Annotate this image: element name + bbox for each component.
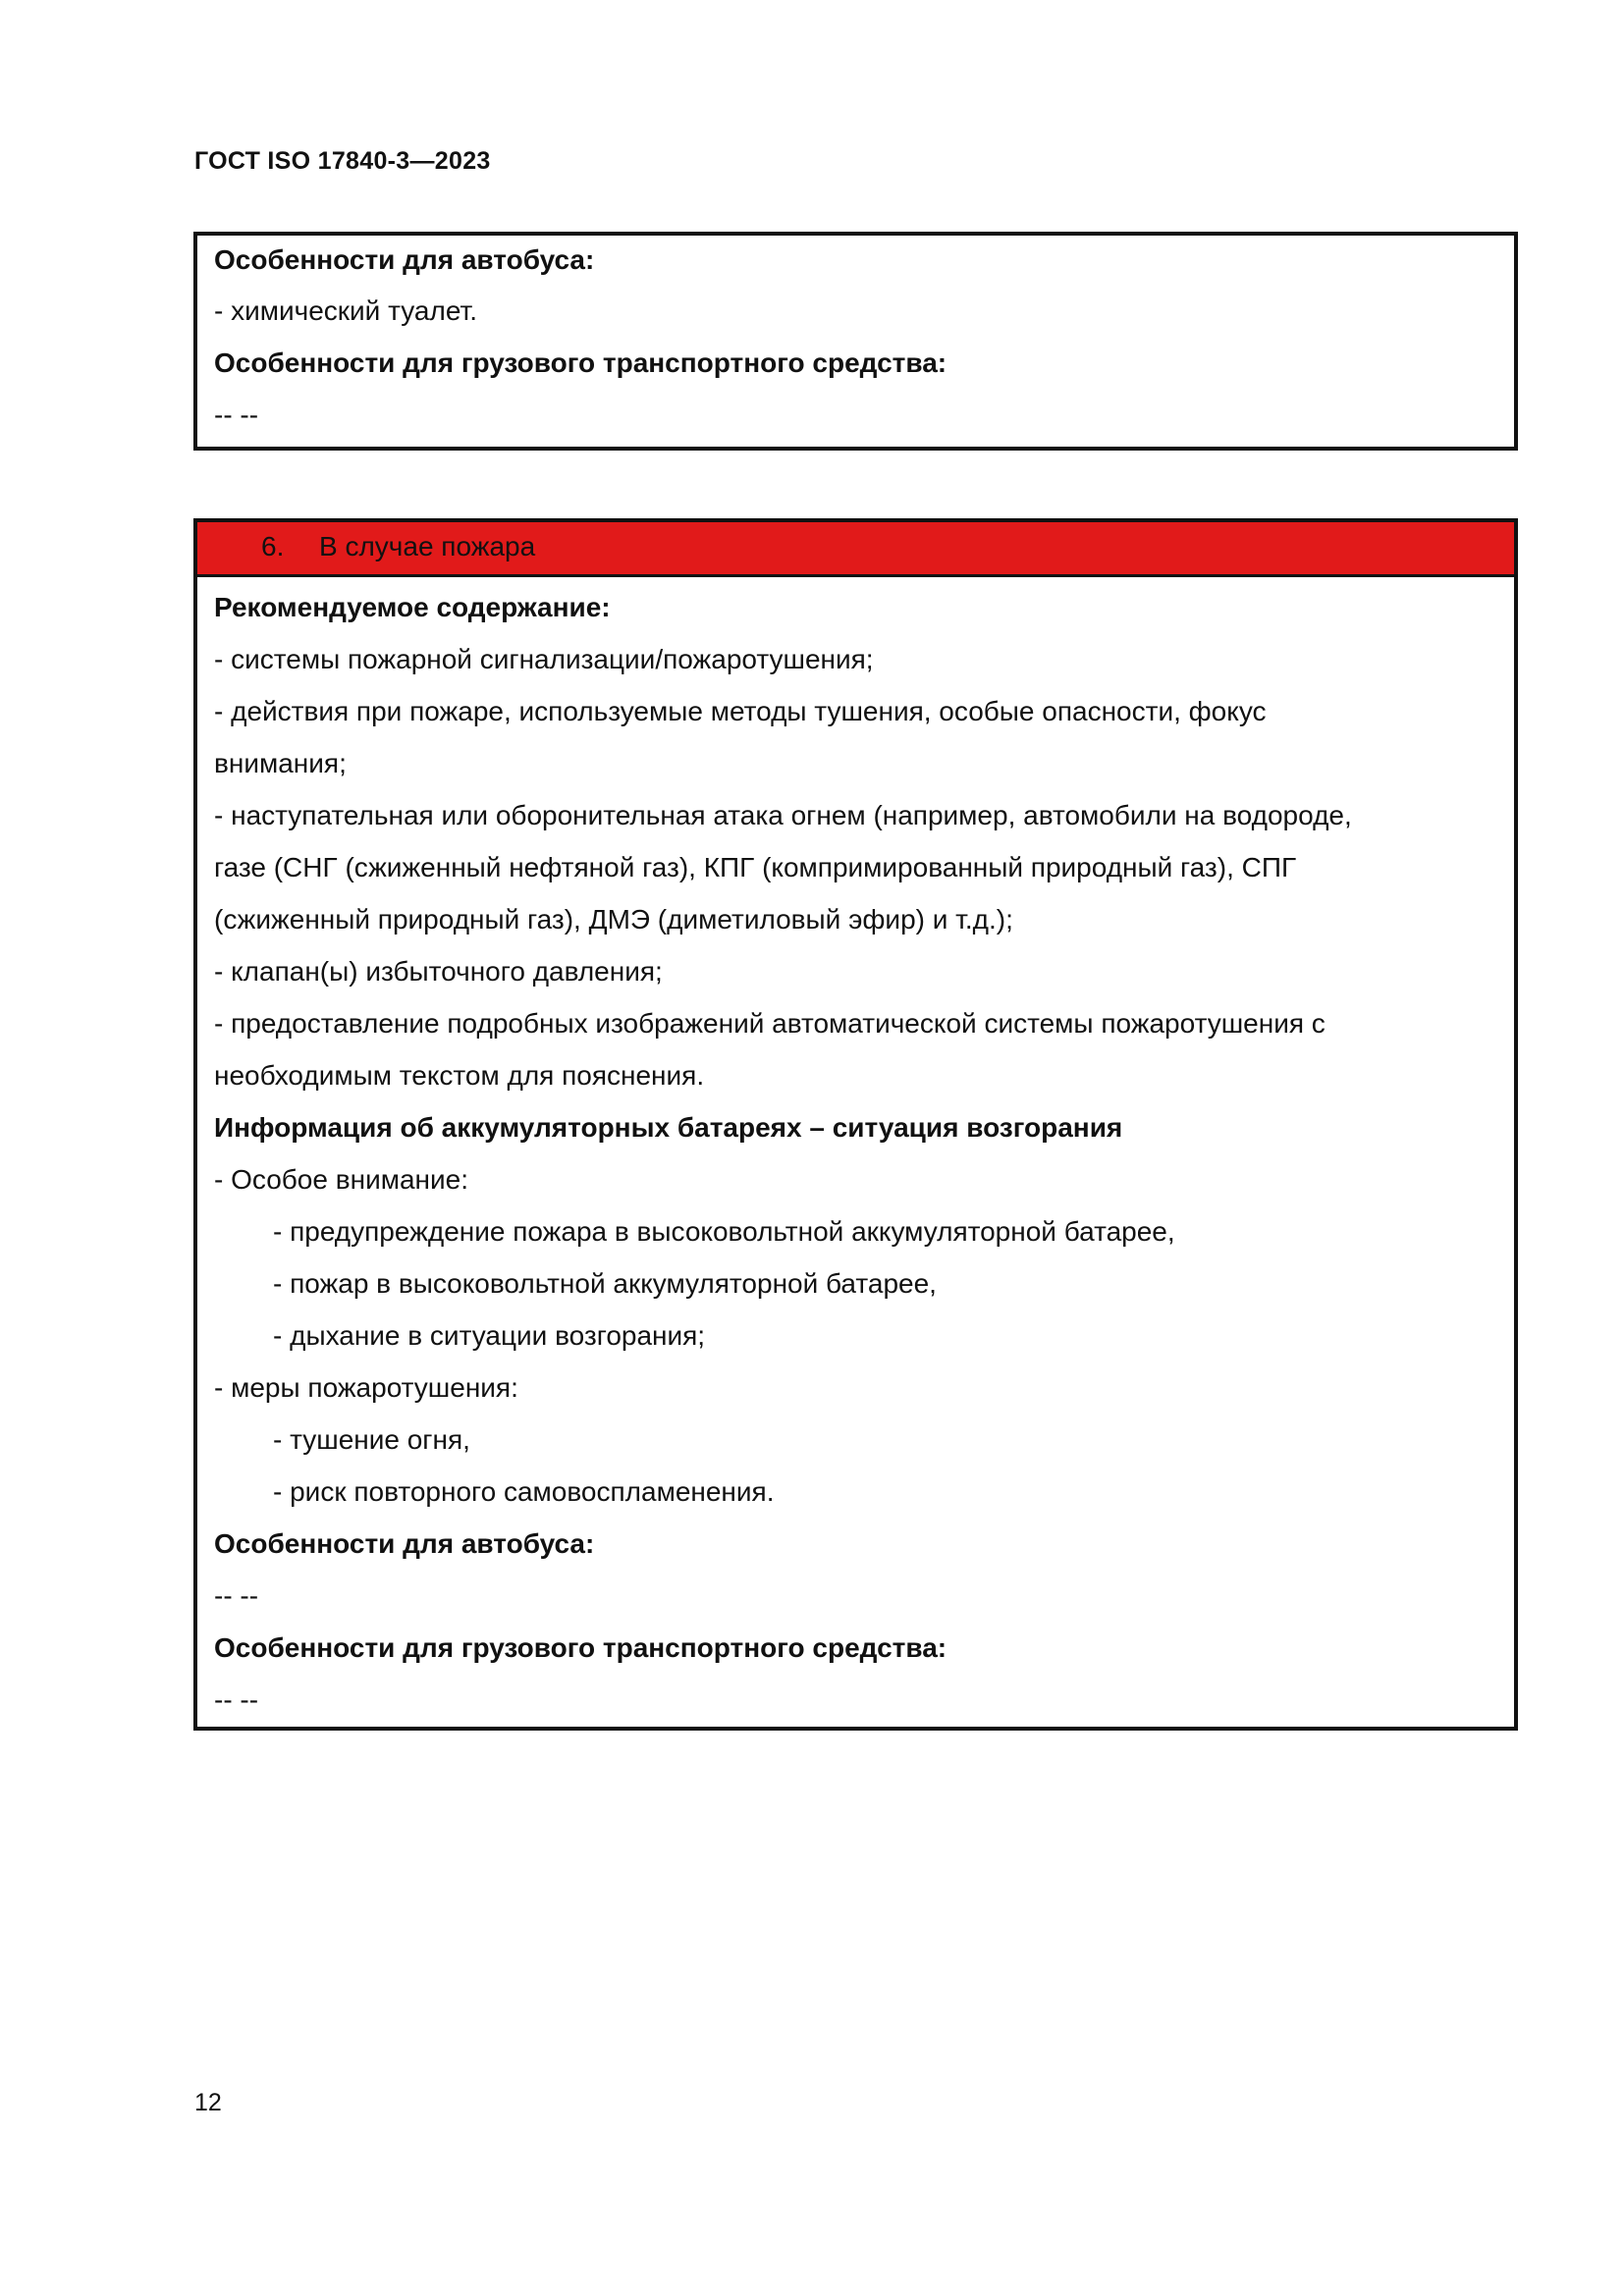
list-item: - предоставление подробных изображений автоматической системы пожаротушения с [214, 1008, 1326, 1039]
fire-section-header [197, 522, 1514, 577]
bus-truck-specifics-box [193, 232, 1518, 451]
bus-specifics-heading: Особенности для автобуса: [214, 1528, 595, 1559]
sub-list-item: - предупреждение пожара в высоковольтной аккумуляторной батарее, [273, 1216, 1175, 1247]
bus-specifics-item: - химический туалет. [214, 295, 477, 326]
recommended-content-heading: Рекомендуемое содержание: [214, 592, 611, 622]
bus-specifics-heading: Особенности для автобуса: [214, 244, 595, 275]
battery-info-heading: Информация об аккумуляторных батареях – ситуация возгорания [214, 1112, 1123, 1143]
fire-section-box [193, 518, 1518, 1731]
page-number: 12 [194, 2089, 222, 2116]
list-item-continuation: (сжиженный природный газ), ДМЭ (диметиловый эфир) и т.д.); [214, 904, 1013, 934]
list-item: - действия при пожаре, используемые методы тушения, особые опасности, фокус [214, 696, 1267, 726]
truck-specifics-heading: Особенности для грузового транспортного средства: [214, 1632, 947, 1663]
list-item: - наступательная или оборонительная атака огнем (например, автомобили на водороде, [214, 800, 1352, 830]
list-item: - системы пожарной сигнализации/пожаротушения; [214, 644, 874, 674]
list-item: - клапан(ы) избыточного давления; [214, 956, 663, 987]
sub-list-item: - пожар в высоковольтной аккумуляторной батарее, [273, 1268, 937, 1299]
list-item: - меры пожаротушения: [214, 1372, 518, 1403]
section-title: В случае пожара [319, 531, 536, 561]
sub-list-item: - дыхание в ситуации возгорания; [273, 1320, 706, 1351]
box-body [197, 577, 1514, 1726]
truck-specifics-empty: -- -- [214, 400, 259, 430]
box-body [197, 236, 1514, 441]
truck-specifics-empty: -- -- [214, 1684, 259, 1715]
list-item-continuation: необходимым текстом для пояснения. [214, 1060, 705, 1091]
sub-list-item: - тушение огня, [273, 1424, 470, 1455]
list-item: - Особое внимание: [214, 1164, 468, 1195]
sub-list-item: - риск повторного самовоспламенения. [273, 1476, 775, 1507]
list-item-continuation: газе (СНГ (сжиженный нефтяной газ), КПГ (компримированный природный газ), СПГ [214, 852, 1297, 882]
list-item-continuation: внимания; [214, 748, 347, 778]
bus-specifics-empty: -- -- [214, 1580, 259, 1611]
truck-specifics-heading: Особенности для грузового транспортного средства: [214, 347, 947, 378]
section-number: 6. [261, 531, 285, 561]
document-code-header: ГОСТ ISO 17840-3—2023 [194, 147, 491, 175]
